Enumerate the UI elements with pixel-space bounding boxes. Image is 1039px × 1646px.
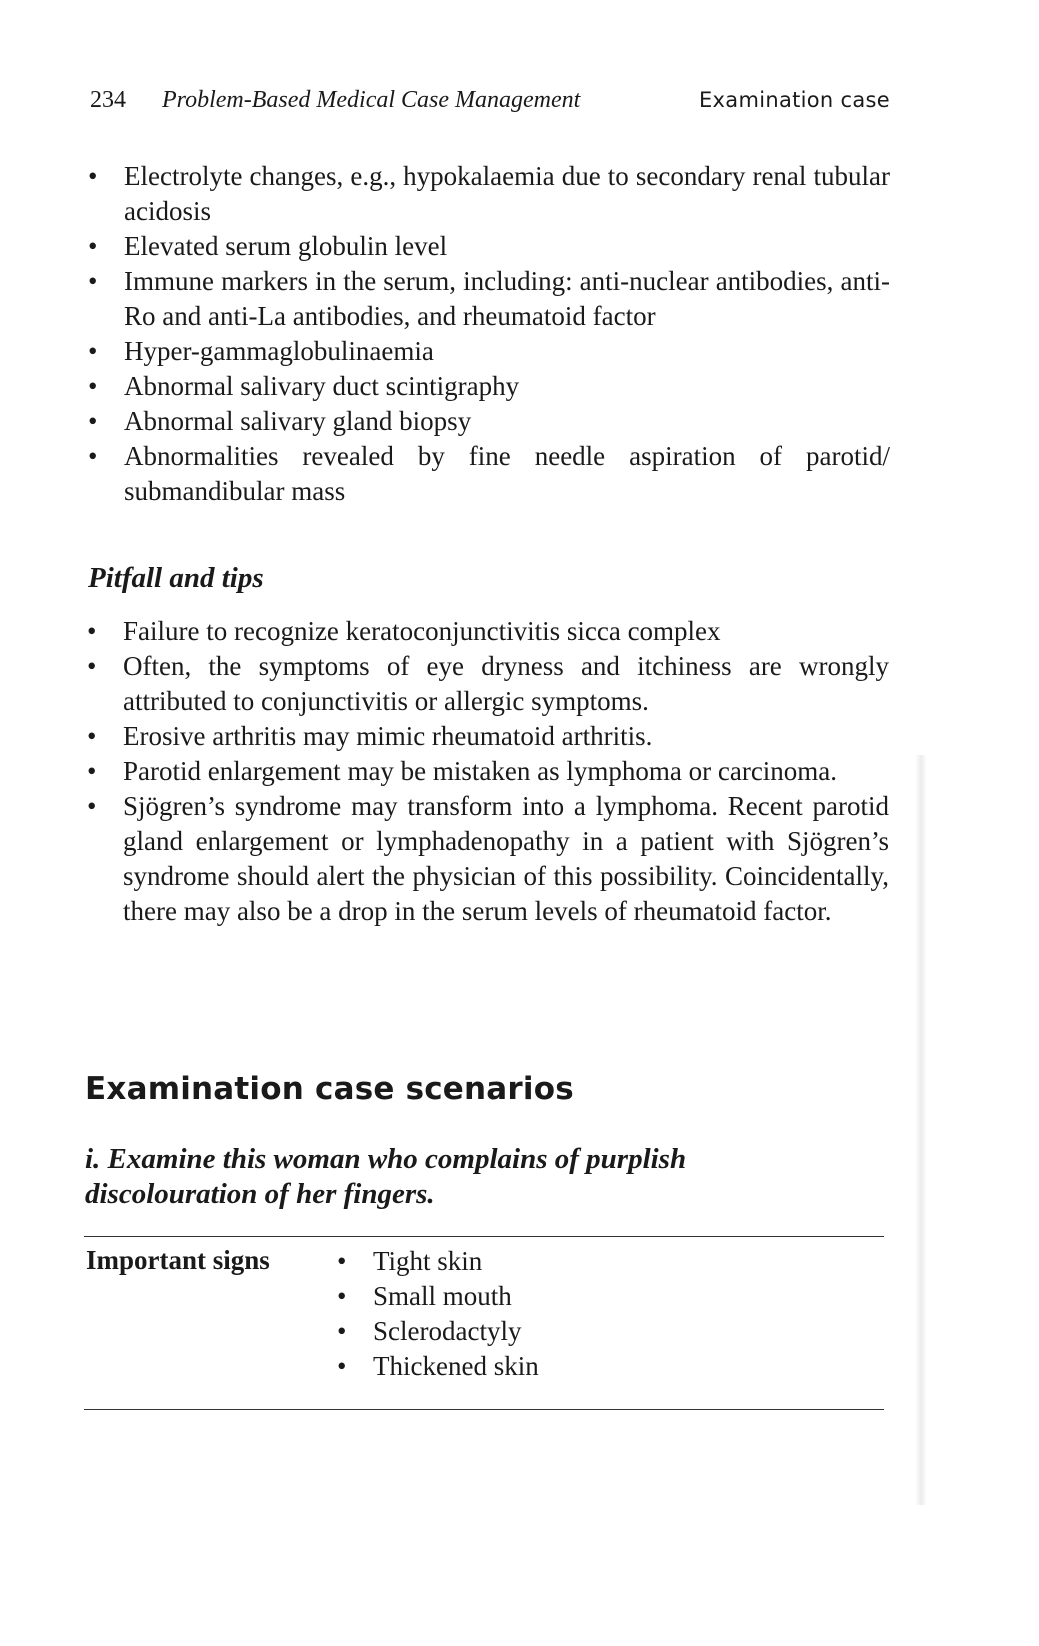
- list-item: • Elevated serum globulin level: [88, 229, 890, 264]
- bullet-icon: •: [88, 441, 98, 471]
- bullet-icon: •: [87, 721, 97, 751]
- bullet-icon: •: [87, 756, 97, 786]
- section-heading: Examination case scenarios: [85, 1071, 574, 1107]
- list-item: • Abnormalities revealed by fine needle aspiration of parotid/ submandibular mass: [88, 441, 890, 506]
- list-item: • Tight skin: [337, 1244, 737, 1279]
- list-item: • Parotid enlargement may be mistaken as lymphoma or carcinoma.: [87, 754, 889, 789]
- pitfalls-heading: Pitfall and tips: [88, 562, 264, 594]
- list-item: • Electrolyte changes, e.g., hypokalaemia due to secondary renal tubular acidosis: [88, 161, 890, 226]
- page-number: 234: [90, 87, 126, 113]
- important-signs-table: [84, 1236, 884, 1410]
- investigations-list: [88, 159, 890, 509]
- bullet-icon: •: [337, 1316, 347, 1346]
- list-item: • Sjögren’s syndrome may transform into a lymphoma. Recent parotid gland enlargement or lymphadenopathy in a patient with Sjögren’s syndrome should alert the physician of this possibility. Coincidentally, there may also be a drop in the serum levels of rheumatoid factor.: [87, 791, 889, 926]
- bullet-icon: •: [88, 336, 98, 366]
- running-head: [90, 84, 890, 116]
- signs-list: [337, 1244, 737, 1384]
- list-item: • Immune markers in the serum, including: anti-nuclear antibodies, anti-Ro and anti-La antibodies, and rheumatoid factor: [88, 266, 890, 331]
- scan-shadow: [915, 755, 927, 1505]
- bullet-icon: •: [87, 791, 97, 821]
- bullet-icon: •: [87, 616, 97, 646]
- bullet-icon: •: [88, 231, 98, 261]
- scenario-title: i. Examine this woman who complains of purplish discolouration of her fingers.: [85, 1143, 687, 1210]
- bullet-icon: •: [88, 406, 98, 436]
- bullet-icon: •: [337, 1281, 347, 1311]
- list-item: • Often, the symptoms of eye dryness and itchiness are wrongly attributed to conjunctivitis or allergic symptoms.: [87, 651, 889, 716]
- bullet-icon: •: [88, 371, 98, 401]
- bullet-icon: •: [88, 161, 98, 191]
- bullet-icon: •: [337, 1246, 347, 1276]
- running-head-section: Examination case: [698, 88, 890, 112]
- list-item: • Hyper-gammaglobulinaemia: [88, 334, 890, 369]
- signs-label: Important signs: [86, 1245, 270, 1275]
- pitfalls-list: [87, 614, 889, 929]
- list-item: • Erosive arthritis may mimic rheumatoid arthritis.: [87, 719, 889, 754]
- list-item: • Small mouth: [337, 1279, 737, 1314]
- book-title: Problem-Based Medical Case Management: [162, 87, 581, 113]
- bullet-icon: •: [87, 651, 97, 681]
- list-item: • Abnormal salivary duct scintigraphy: [88, 369, 890, 404]
- bullet-icon: •: [88, 266, 98, 296]
- bullet-icon: •: [337, 1351, 347, 1381]
- list-item: • Sclerodactyly: [337, 1314, 737, 1349]
- list-item: • Abnormal salivary gland biopsy: [88, 404, 890, 439]
- list-item: • Failure to recognize keratoconjunctivitis sicca complex: [87, 614, 889, 649]
- list-item: • Thickened skin: [337, 1349, 737, 1384]
